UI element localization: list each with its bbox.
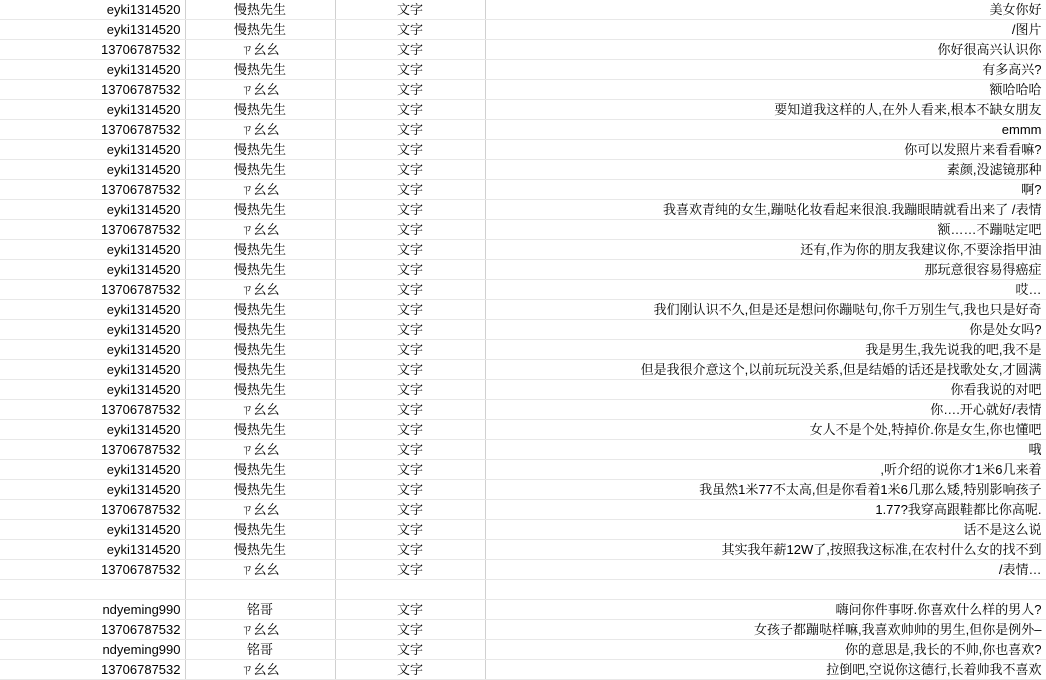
cell-nickname[interactable]: 慢热先生 [185, 60, 335, 80]
table-row[interactable] [0, 260, 1046, 280]
cell-account-id[interactable]: eyki1314520 [0, 540, 185, 560]
cell-message[interactable]: 美女你好 [485, 0, 1046, 20]
cell-account-id[interactable]: 13706787532 [0, 440, 185, 460]
cell-message-type[interactable]: 文字 [335, 260, 485, 280]
table-row[interactable] [0, 400, 1046, 420]
cell-message-type[interactable]: 文字 [335, 360, 485, 380]
cell-nickname[interactable] [185, 580, 335, 600]
table-row[interactable] [0, 120, 1046, 140]
table-row[interactable] [0, 660, 1046, 680]
cell-account-id[interactable]: eyki1314520 [0, 100, 185, 120]
table-row-blank[interactable] [0, 580, 1046, 600]
cell-message[interactable]: 额哈哈哈 [485, 80, 1046, 100]
cell-nickname[interactable]: 慢热先生 [185, 240, 335, 260]
cell-account-id[interactable]: 13706787532 [0, 560, 185, 580]
table-row[interactable] [0, 240, 1046, 260]
cell-nickname[interactable]: 慢热先生 [185, 200, 335, 220]
table-row[interactable] [0, 100, 1046, 120]
cell-account-id[interactable]: eyki1314520 [0, 20, 185, 40]
cell-nickname[interactable]: 慢热先生 [185, 380, 335, 400]
cell-message[interactable]: 但是我很介意这个,以前玩玩没关系,但是结婚的话还是找歌处女,才圆满 [485, 360, 1046, 380]
cell-account-id[interactable]: eyki1314520 [0, 260, 185, 280]
cell-nickname[interactable]: ㄗ幺幺 [185, 120, 335, 140]
cell-message-type[interactable]: 文字 [335, 240, 485, 260]
table-row[interactable] [0, 640, 1046, 660]
cell-nickname[interactable]: ㄗ幺幺 [185, 560, 335, 580]
cell-account-id[interactable]: 13706787532 [0, 180, 185, 200]
cell-message[interactable] [485, 580, 1046, 600]
cell-account-id[interactable]: 13706787532 [0, 400, 185, 420]
cell-nickname[interactable]: 慢热先生 [185, 420, 335, 440]
cell-account-id[interactable]: ndyeming990 [0, 640, 185, 660]
cell-message[interactable]: 你的意思是,我长的不帅,你也喜欢? [485, 640, 1046, 660]
table-row[interactable] [0, 440, 1046, 460]
table-row[interactable] [0, 460, 1046, 480]
cell-nickname[interactable]: ㄗ幺幺 [185, 80, 335, 100]
cell-message-type[interactable]: 文字 [335, 80, 485, 100]
cell-account-id[interactable]: eyki1314520 [0, 520, 185, 540]
cell-message-type[interactable]: 文字 [335, 600, 485, 620]
cell-message-type[interactable]: 文字 [335, 460, 485, 480]
cell-message[interactable]: 有多高兴? [485, 60, 1046, 80]
table-row[interactable] [0, 280, 1046, 300]
cell-message-type[interactable]: 文字 [335, 20, 485, 40]
cell-message[interactable]: 我喜欢青纯的女生,蹦哒化妆看起来很浪.我蹦眼睛就看出来了 /表情 [485, 200, 1046, 220]
cell-nickname[interactable]: ㄗ幺幺 [185, 400, 335, 420]
cell-nickname[interactable]: 铭哥 [185, 640, 335, 660]
table-row[interactable] [0, 40, 1046, 60]
cell-nickname[interactable]: 慢热先生 [185, 100, 335, 120]
cell-account-id[interactable]: eyki1314520 [0, 340, 185, 360]
cell-nickname[interactable]: 慢热先生 [185, 480, 335, 500]
cell-account-id[interactable]: eyki1314520 [0, 60, 185, 80]
table-row[interactable] [0, 500, 1046, 520]
cell-message-type[interactable]: 文字 [335, 180, 485, 200]
table-row[interactable] [0, 480, 1046, 500]
cell-message-type[interactable]: 文字 [335, 420, 485, 440]
cell-message-type[interactable]: 文字 [335, 40, 485, 60]
cell-message[interactable]: 你好很高兴认识你 [485, 40, 1046, 60]
cell-account-id[interactable]: ndyeming990 [0, 600, 185, 620]
cell-nickname[interactable]: ㄗ幺幺 [185, 660, 335, 680]
cell-nickname[interactable]: ㄗ幺幺 [185, 220, 335, 240]
table-row[interactable] [0, 200, 1046, 220]
table-row[interactable] [0, 300, 1046, 320]
cell-nickname[interactable]: ㄗ幺幺 [185, 180, 335, 200]
table-row[interactable] [0, 340, 1046, 360]
cell-message[interactable]: 那玩意很容易得癌症 [485, 260, 1046, 280]
cell-message[interactable]: 你可以发照片来看看嘛? [485, 140, 1046, 160]
cell-nickname[interactable]: 慢热先生 [185, 20, 335, 40]
cell-message-type[interactable]: 文字 [335, 160, 485, 180]
cell-account-id[interactable]: eyki1314520 [0, 300, 185, 320]
table-row[interactable] [0, 520, 1046, 540]
cell-message-type[interactable] [335, 580, 485, 600]
cell-message[interactable]: 素颜,没滤镜那种 [485, 160, 1046, 180]
cell-message[interactable]: 你….开心就好/表情 [485, 400, 1046, 420]
cell-nickname[interactable]: 慢热先生 [185, 540, 335, 560]
cell-account-id[interactable] [0, 580, 185, 600]
cell-account-id[interactable]: eyki1314520 [0, 240, 185, 260]
table-row[interactable] [0, 20, 1046, 40]
cell-message-type[interactable]: 文字 [335, 60, 485, 80]
cell-account-id[interactable]: 13706787532 [0, 120, 185, 140]
cell-nickname[interactable]: ㄗ幺幺 [185, 500, 335, 520]
cell-account-id[interactable]: 13706787532 [0, 500, 185, 520]
cell-account-id[interactable]: eyki1314520 [0, 460, 185, 480]
cell-message[interactable]: 还有,作为你的朋友我建议你,不要涂指甲油 [485, 240, 1046, 260]
cell-account-id[interactable]: 13706787532 [0, 40, 185, 60]
cell-message-type[interactable]: 文字 [335, 0, 485, 20]
cell-nickname[interactable]: 慢热先生 [185, 360, 335, 380]
cell-account-id[interactable]: 13706787532 [0, 80, 185, 100]
table-row[interactable] [0, 420, 1046, 440]
cell-account-id[interactable]: eyki1314520 [0, 380, 185, 400]
table-row[interactable] [0, 320, 1046, 340]
table-row[interactable] [0, 540, 1046, 560]
cell-message-type[interactable]: 文字 [335, 520, 485, 540]
cell-message-type[interactable]: 文字 [335, 320, 485, 340]
cell-message[interactable]: 我是男生,我先说我的吧,我不是 [485, 340, 1046, 360]
cell-message[interactable]: emmm [485, 120, 1046, 140]
cell-account-id[interactable]: eyki1314520 [0, 480, 185, 500]
cell-message[interactable]: 哦 [485, 440, 1046, 460]
cell-message-type[interactable]: 文字 [335, 500, 485, 520]
cell-message[interactable]: /图片 [485, 20, 1046, 40]
cell-message[interactable]: /表情… [485, 560, 1046, 580]
cell-message[interactable]: 啊? [485, 180, 1046, 200]
table-row[interactable] [0, 620, 1046, 640]
table-row[interactable] [0, 220, 1046, 240]
cell-message-type[interactable]: 文字 [335, 100, 485, 120]
cell-nickname[interactable]: 铭哥 [185, 600, 335, 620]
cell-account-id[interactable]: eyki1314520 [0, 200, 185, 220]
cell-nickname[interactable]: ㄗ幺幺 [185, 280, 335, 300]
cell-message[interactable]: 你是处女吗? [485, 320, 1046, 340]
table-row[interactable] [0, 80, 1046, 100]
table-row[interactable] [0, 180, 1046, 200]
cell-nickname[interactable]: 慢热先生 [185, 320, 335, 340]
cell-message-type[interactable]: 文字 [335, 540, 485, 560]
cell-message-type[interactable]: 文字 [335, 620, 485, 640]
cell-message-type[interactable]: 文字 [335, 200, 485, 220]
cell-nickname[interactable]: ㄗ幺幺 [185, 440, 335, 460]
cell-message-type[interactable]: 文字 [335, 560, 485, 580]
cell-message[interactable]: 其实我年薪12W了,按照我这标准,在农村什么女的找不到 [485, 540, 1046, 560]
cell-message[interactable]: ,听介绍的说你才1米6几来着 [485, 460, 1046, 480]
cell-message[interactable]: 嗨问你件事呀.你喜欢什么样的男人? [485, 600, 1046, 620]
cell-nickname[interactable]: 慢热先生 [185, 340, 335, 360]
cell-message[interactable]: 拉倒吧,空说你这德行,长着帅我不喜欢 [485, 660, 1046, 680]
cell-account-id[interactable]: eyki1314520 [0, 360, 185, 380]
cell-message[interactable]: 女孩子都蹦哒样嘛,我喜欢帅帅的男生,但你是例外– [485, 620, 1046, 640]
table-row[interactable] [0, 60, 1046, 80]
cell-account-id[interactable]: eyki1314520 [0, 320, 185, 340]
cell-nickname[interactable]: 慢热先生 [185, 260, 335, 280]
cell-message[interactable]: 女人不是个处,特掉价.你是女生,你也懂吧 [485, 420, 1046, 440]
cell-nickname[interactable]: 慢热先生 [185, 140, 335, 160]
cell-message-type[interactable]: 文字 [335, 380, 485, 400]
cell-message-type[interactable]: 文字 [335, 400, 485, 420]
cell-message-type[interactable]: 文字 [335, 120, 485, 140]
cell-nickname[interactable]: ㄗ幺幺 [185, 620, 335, 640]
cell-message-type[interactable]: 文字 [335, 140, 485, 160]
cell-message-type[interactable]: 文字 [335, 340, 485, 360]
table-row[interactable] [0, 140, 1046, 160]
cell-account-id[interactable]: eyki1314520 [0, 0, 185, 20]
table-row[interactable] [0, 160, 1046, 180]
cell-account-id[interactable]: eyki1314520 [0, 140, 185, 160]
cell-message-type[interactable]: 文字 [335, 300, 485, 320]
cell-account-id[interactable]: eyki1314520 [0, 420, 185, 440]
cell-message-type[interactable]: 文字 [335, 440, 485, 460]
cell-message[interactable]: 我虽然1米77不太高,但是你看着1米6几那么矮,特别影响孩子 [485, 480, 1046, 500]
cell-nickname[interactable]: ㄗ幺幺 [185, 40, 335, 60]
cell-message[interactable]: 话不是这么说 [485, 520, 1046, 540]
cell-account-id[interactable]: 13706787532 [0, 620, 185, 640]
cell-account-id[interactable]: eyki1314520 [0, 160, 185, 180]
cell-message-type[interactable]: 文字 [335, 220, 485, 240]
cell-message[interactable]: 我们刚认识不久,但是还是想问你蹦哒句,你千万别生气,我也只是好奇 [485, 300, 1046, 320]
cell-nickname[interactable]: 慢热先生 [185, 460, 335, 480]
table-row[interactable] [0, 380, 1046, 400]
cell-message-type[interactable]: 文字 [335, 280, 485, 300]
cell-nickname[interactable]: 慢热先生 [185, 300, 335, 320]
cell-nickname[interactable]: 慢热先生 [185, 0, 335, 20]
cell-message-type[interactable]: 文字 [335, 480, 485, 500]
cell-message[interactable]: 哎… [485, 280, 1046, 300]
cell-message-type[interactable]: 文字 [335, 640, 485, 660]
cell-account-id[interactable]: 13706787532 [0, 280, 185, 300]
cell-account-id[interactable]: 13706787532 [0, 220, 185, 240]
table-row[interactable] [0, 560, 1046, 580]
cell-message[interactable]: 你看我说的对吧 [485, 380, 1046, 400]
cell-message[interactable]: 额……不蹦哒定吧 [485, 220, 1046, 240]
cell-message[interactable]: 1.77?我穿高跟鞋都比你高呢. [485, 500, 1046, 520]
cell-message-type[interactable]: 文字 [335, 660, 485, 680]
table-row[interactable] [0, 0, 1046, 20]
cell-message[interactable]: 要知道我这样的人,在外人看来,根本不缺女朋友 [485, 100, 1046, 120]
table-row[interactable] [0, 600, 1046, 620]
cell-nickname[interactable]: 慢热先生 [185, 520, 335, 540]
cell-nickname[interactable]: 慢热先生 [185, 160, 335, 180]
table-row[interactable] [0, 360, 1046, 380]
cell-account-id[interactable]: 13706787532 [0, 660, 185, 680]
